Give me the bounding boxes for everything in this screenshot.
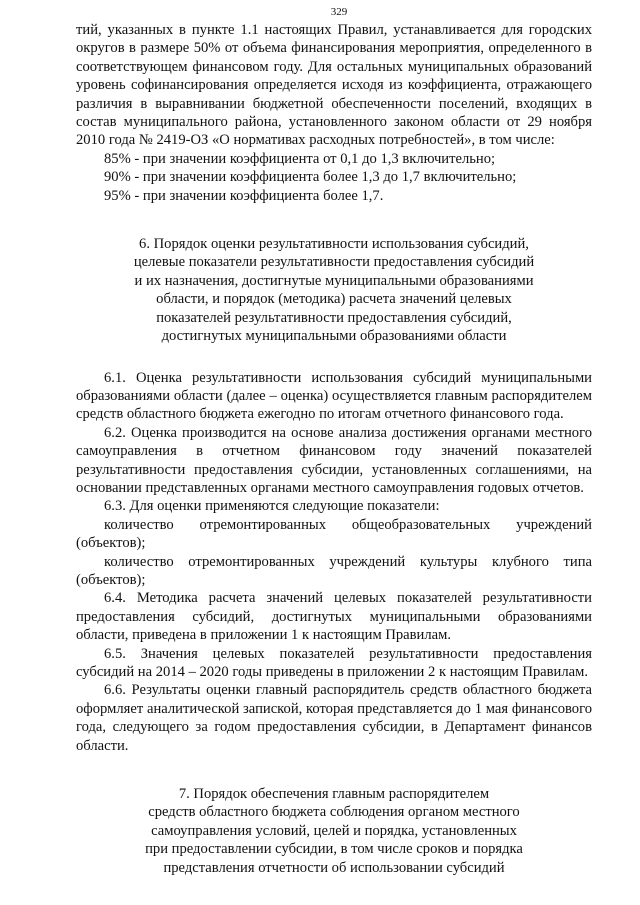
paragraph-6-4: 6.4. Методика расчета значений целевых показателей результативности предоставления субсидий, достигнутых муниципальными образованиями области, приведена в приложении 1 к настоящим Правилам.: [76, 590, 592, 644]
paragraph-6-1: 6.1. Оценка результативности использования субсидий муниципальными образованиями области (далее – оценка) осуществляется главным распорядителем средств областного бюджета ежегодно по итогам отчетного финансового года.: [76, 369, 592, 423]
section-6-heading-line: показателей результативности предоставления субсидий,: [156, 309, 512, 326]
rate-item-90: 90% - при значении коэффициента более 1,3 до 1,7 включительно;: [104, 169, 517, 186]
section-7-heading-line: средств областного бюджета соблюдения органом местного: [148, 804, 520, 821]
paragraph-6-3: 6.3. Для оценки применяются следующие показатели:: [104, 498, 440, 515]
intro-paragraph: тий, указанных в пункте 1.1 настоящих Правил, устанавливается для городских округов в размере 50% от объема финансирования мероприятия, определенного в соответствующем финансовом году. Для остальных муниципальных образований уровень софинансирования определяется исходя из коэффициента, отражающего различия в выравнивании бюджетной обеспеченности поселений, входящих в состав муниципального района, установленного законом области от 29 ноября 2010 года № 2419-ОЗ «О нормативах расходных потребностей», в том числе:: [76, 22, 592, 149]
indicator-culture: количество отремонтированных учреждений культуры клубного типа (объектов);: [76, 553, 592, 588]
section-6-heading-line: 6. Порядок оценки результативности использования субсидий,: [139, 236, 529, 253]
section-7-heading-line: представления отчетности об использовании субсидий: [163, 859, 505, 876]
section-7-heading: [76, 785, 592, 877]
section-6-heading-line: области, и порядок (методика) расчета значений целевых: [156, 291, 512, 308]
indicator-schools: количество отремонтированных общеобразовательных учреждений (объектов);: [76, 516, 592, 552]
section-6-heading-line: достигнутых муниципальными образованиями области: [161, 328, 507, 345]
rate-item-85: 85% - при значении коэффициента от 0,1 до 1,3 включительно;: [104, 150, 496, 167]
section-6-heading: [76, 235, 592, 345]
section-6-heading-line: целевые показатели результативности предоставления субсидий: [133, 254, 535, 271]
section-6-heading-line: и их назначения, достигнутые муниципальными образованиями: [134, 272, 534, 289]
paragraph-6-2: 6.2. Оценка производится на основе анализа достижения органами местного самоуправления в отчетном финансовом году значений показателей результативности предоставления субсидии, установленных соглашениями, на основании представленных органами местного самоуправления годовых отчетов.: [76, 424, 592, 496]
paragraph-6-6: 6.6. Результаты оценки главный распорядитель средств областного бюджета оформляет аналитической запиской, которая представляется до 1 мая финансового года, следующего за годом предоставления субсидии, в Департамент финансов области.: [76, 682, 592, 754]
rate-item-95: 95% - при значении коэффициента более 1,7.: [104, 187, 384, 204]
paragraph-6-5: 6.5. Значения целевых показателей результативности предоставления субсидий на 2014 – 2020 годы приведены в приложении 2 к настоящим Правилам.: [76, 645, 592, 680]
page-number: 329: [330, 6, 348, 18]
section-7-heading-line: при предоставлении субсидии, в том числе сроков и порядка: [145, 841, 523, 858]
section-7-heading-line: 7. Порядок обеспечения главным распорядителем: [178, 786, 490, 803]
section-7-heading-line: самоуправления условий, целей и порядка, установленных: [151, 822, 517, 839]
